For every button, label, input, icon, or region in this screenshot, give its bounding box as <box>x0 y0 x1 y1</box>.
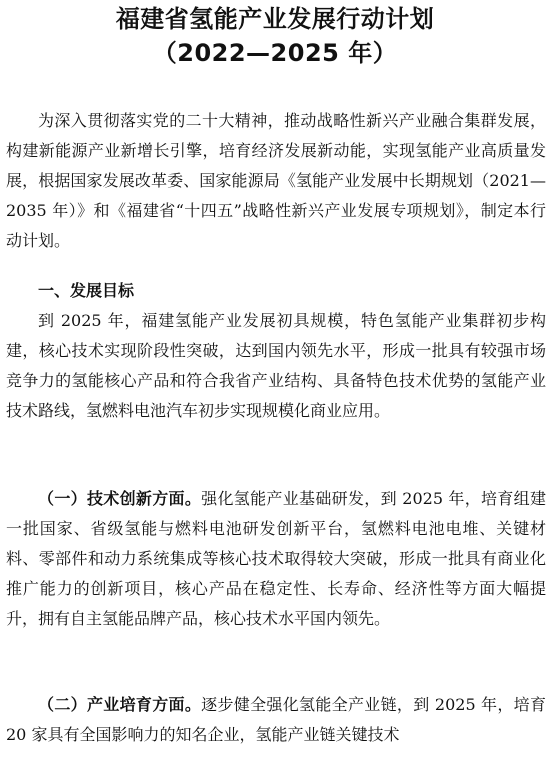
industry-cultivation-lead: （二）产业培育方面。 <box>38 695 202 714</box>
industry-cultivation-block <box>6 690 546 750</box>
tech-innovation-block <box>6 484 546 634</box>
tech-innovation-paragraph <box>6 484 546 634</box>
industry-cultivation-text: 逐步健全强化氢能全产业链，到 2025 年，培育 20 家具有全国影响力的知名企业，氢能产业链关键技术 <box>6 695 546 744</box>
section-heading-block <box>6 276 546 306</box>
section-heading-goals: 一、发展目标 <box>38 281 135 300</box>
industry-cultivation-paragraph <box>6 690 546 750</box>
tech-innovation-text: 强化氢能产业基础研发，到 2025 年，培育组建一批国家、省级氢能与燃料电池研发创新平台，氢燃料电池电堆、关键材料、零部件和动力系统集成等核心技术取得较大突破，形成一批具有商业化推广能力的创新项目，核心产品在稳定性、长寿命、经济性等方面大幅提升，拥有自主氢能品牌产品，核心技术水平国内领先。 <box>6 489 546 628</box>
intro-block <box>6 106 546 256</box>
document-title: 福建省氢能产业发展行动计划 <box>115 5 435 33</box>
intro-paragraph: 为深入贯彻落实党的二十大精神，推动战略性新兴产业融合集群发展，构建新能源产业新增长引擎，培育经济发展新动能，实现氢能产业高质量发展，根据国家发展改革委、国家能源局《氢能产业发展中长期规划（2021—2035 年）》和《福建省“十四五”战略性新兴产业发展专项规划》，制定本行动计划。 <box>6 111 546 250</box>
document-subtitle: （2022—2025 年） <box>152 39 398 67</box>
tech-innovation-lead: （一）技术创新方面。 <box>38 489 202 508</box>
goals-block <box>6 306 546 426</box>
goals-paragraph: 到 2025 年，福建氢能产业发展初具规模，特色氢能产业集群初步构建，核心技术实现阶段性突破，达到国内领先水平，形成一批具有较强市场竞争力的氢能核心产品和符合我省产业结构、具备特色技术优势的氢能产业技术路线，氢燃料电池汽车初步实现规模化商业应用。 <box>6 311 546 420</box>
